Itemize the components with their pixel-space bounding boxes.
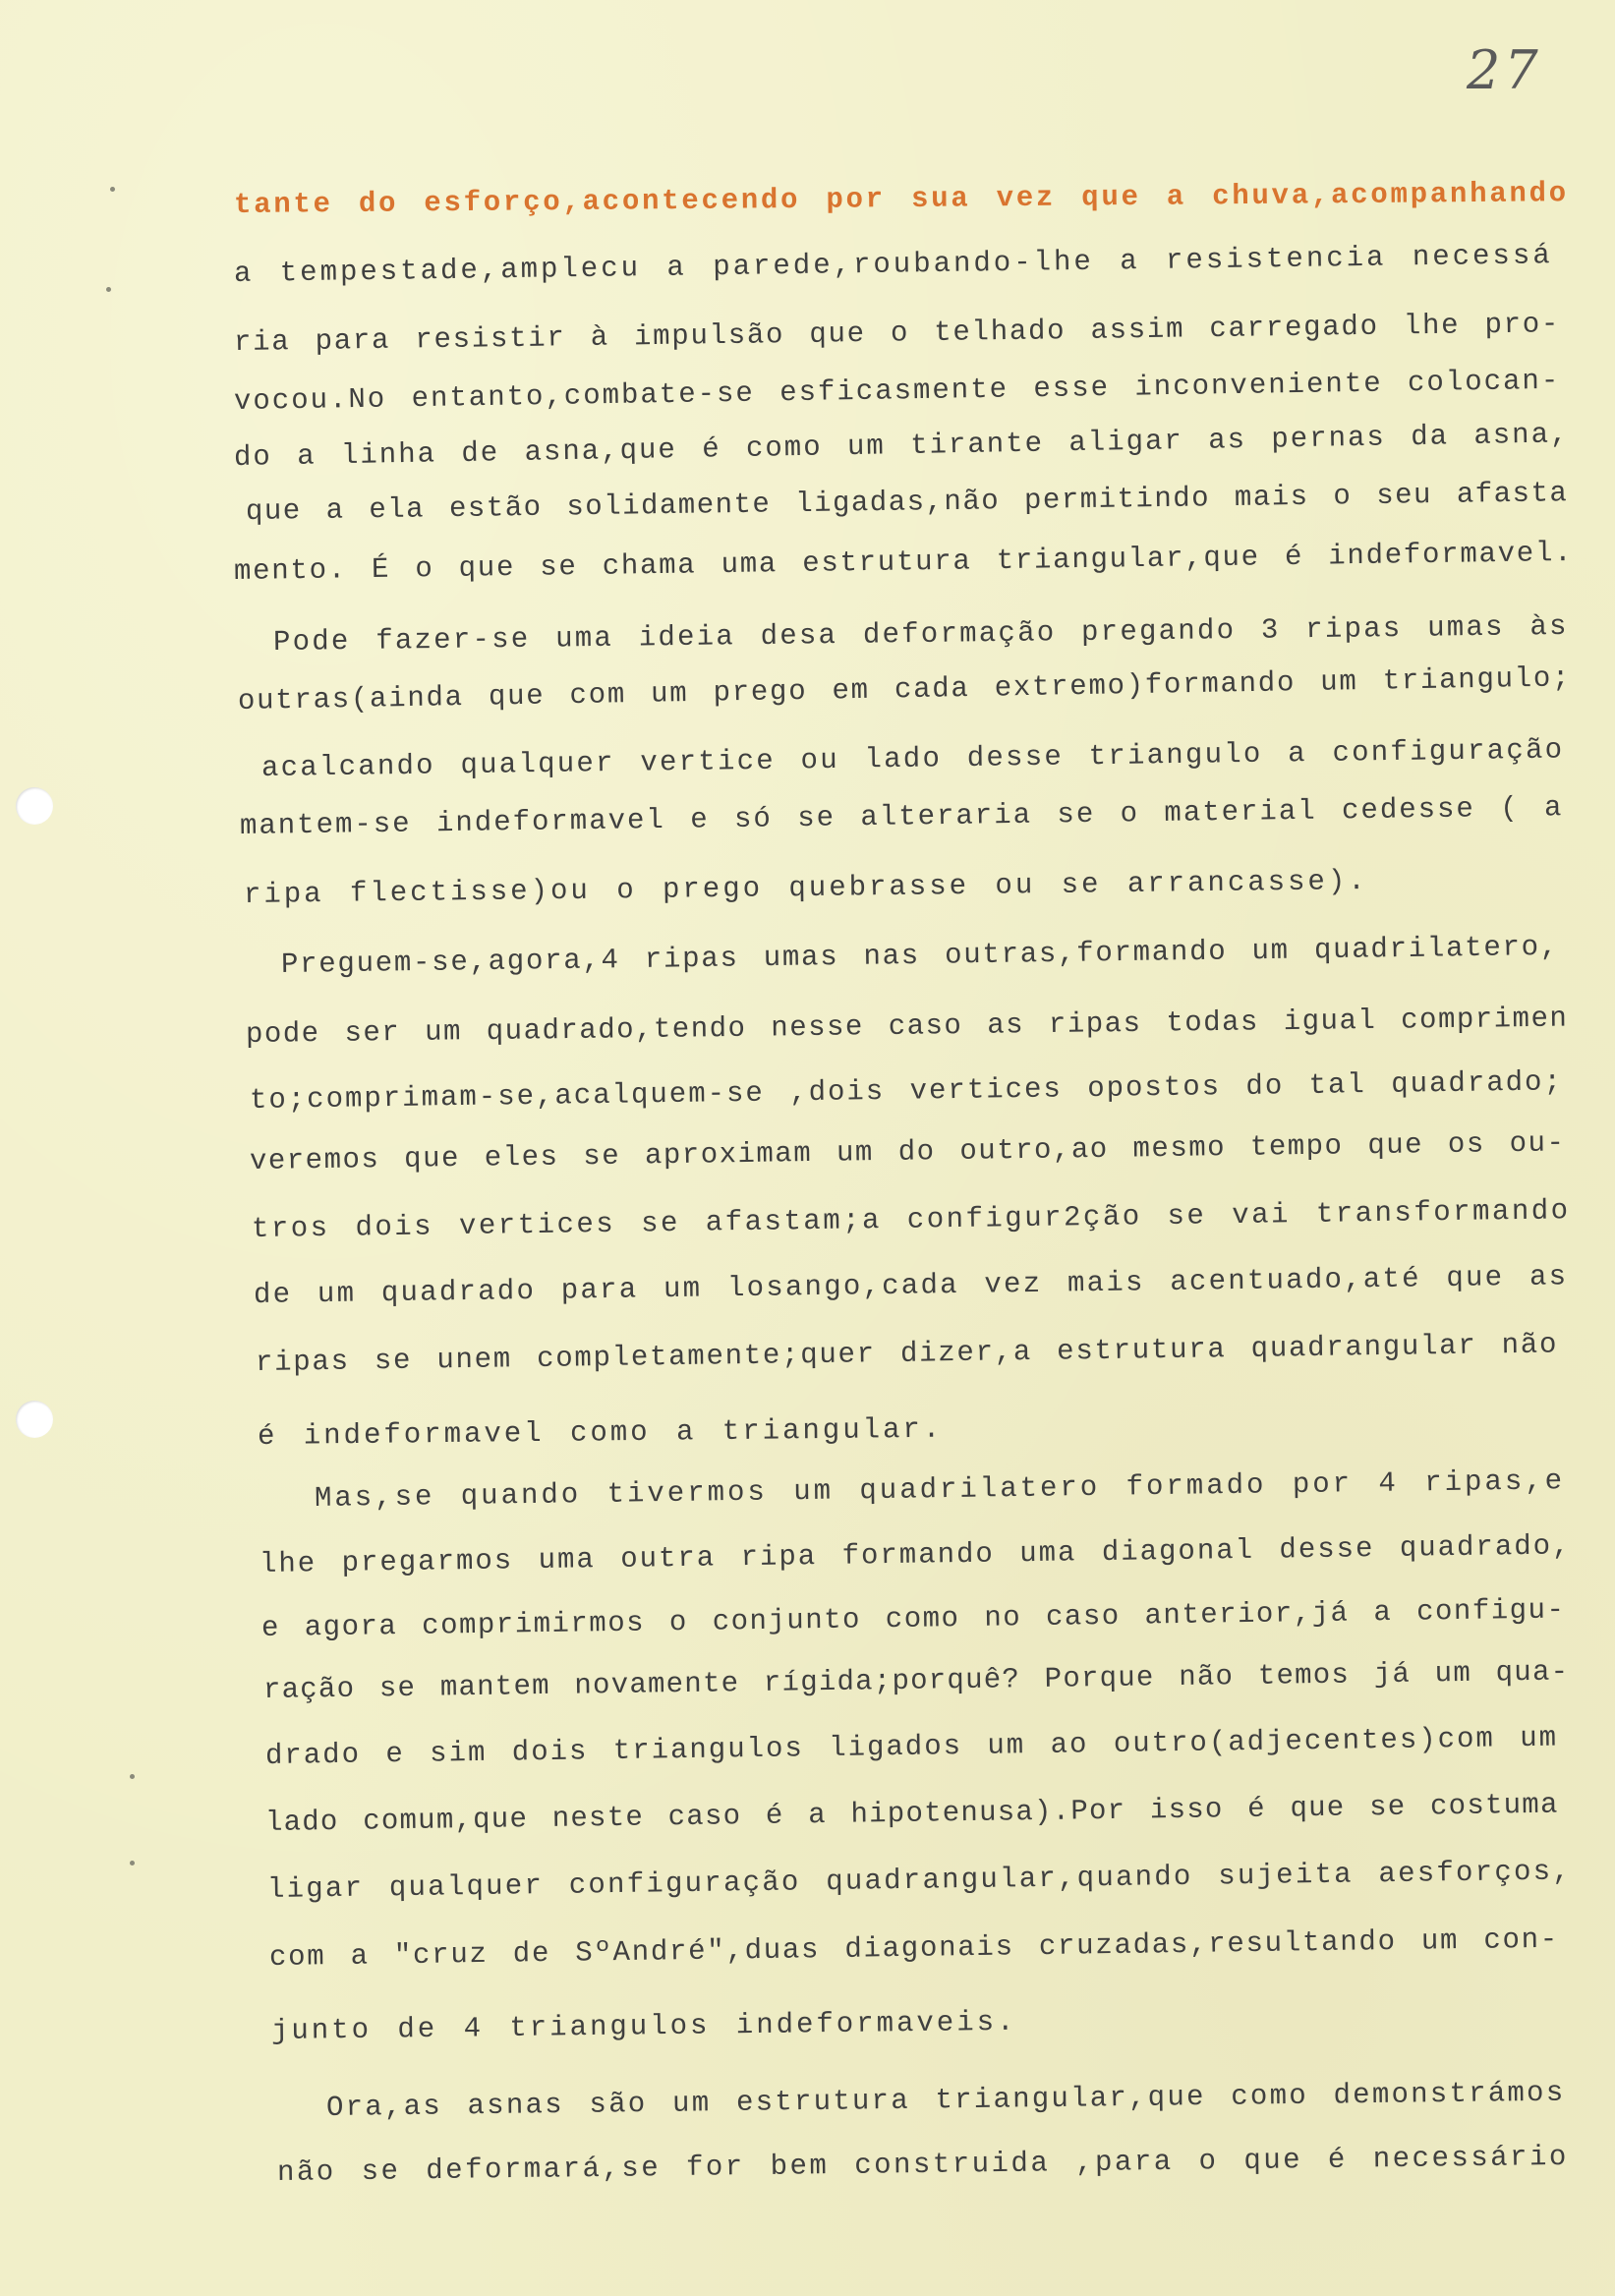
text-line: ripa flectisse)ou o prego quebrasse ou se arrancasse). (243, 865, 1368, 911)
text-line: ração se mantem novamente rígida;porquê? Porque não temos já um qua- (262, 1655, 1570, 1706)
text-line: lado comum,que neste caso é a hipotenusa).Por isso é que se costuma (264, 1788, 1559, 1839)
text-line: drado e sim dois triangulos ligados um ao outro(adjecentes)com um (264, 1721, 1559, 1772)
text-line: Pode fazer-se uma ideia desa deformação pregando 3 ripas umas às (272, 609, 1569, 659)
text-line: e agora comprimirmos o conjunto como no caso anterior,já a configu- (260, 1593, 1566, 1644)
text-line: ripas se unem completamente;quer dizer,a estrutura quadrangular não (255, 1328, 1559, 1379)
paper-speck (110, 187, 115, 192)
text-line: ligar qualquer configuração quadrangular,quando sujeita aesforços, (266, 1855, 1573, 1906)
text-line: outras(ainda que com um prego em cada extremo)formando um triangulo; (237, 661, 1572, 718)
text-line: não se deformará,se for bem construida ,para o que é necessário (276, 2140, 1569, 2189)
text-line: do a linha de asna,que é como um tirante aligar as pernas da asna, (233, 418, 1570, 474)
text-line: Ora,as asnas são um estrutura triangular,que como demonstrámos (325, 2076, 1566, 2124)
text-line: vocou.No entanto,combate-se esficasmente esse inconveniente colocan- (233, 364, 1561, 418)
text-line: tros dois vertices se afastam;a configur2ção se vai transformando (251, 1194, 1571, 1245)
text-line: pode ser um quadrado,tendo nesse caso as ripas todas igual comprimen (245, 1002, 1569, 1051)
page-number: 27 (1467, 39, 1542, 101)
text-line: mantem-se indeformavel e só se alteraria se o material cedesse ( a (239, 791, 1564, 842)
text-line: com a "cruz de SºAndré",duas diagonais cruzadas,resultando um con- (268, 1923, 1560, 1974)
binder-hole-top (16, 787, 53, 825)
text-line: Preguem-se,agora,4 ripas umas nas outras,formando um quadrilatero, (280, 930, 1560, 981)
paper-speck (106, 287, 111, 292)
text-line: é indeformavel como a triangular. (257, 1412, 944, 1453)
text-line: de um quadrado para um losango,cada vez mais acentuado,até que as (253, 1260, 1569, 1311)
text-line: veremos que eles se aproximam um do outro,ao mesmo tempo que os ou- (249, 1126, 1566, 1177)
paper-speck (130, 1774, 135, 1779)
text-line: lhe pregarmos uma outra ripa formando uma diagonal desse quadrado, (259, 1529, 1572, 1580)
text-line: to;comprimam-se,acalquem-se ,dois vertices opostos do tal quadrado; (249, 1065, 1564, 1117)
text-line: Mas,se quando tivermos um quadrilatero formado por 4 ripas,e (314, 1464, 1566, 1515)
text-line: junto de 4 triangulos indeformaveis. (270, 2005, 1017, 2047)
text-line: acalcando qualquer vertice ou lado desse triangulo a configuração (260, 733, 1565, 784)
binder-hole-bottom (16, 1401, 53, 1438)
text-line: mento. É o que se chama uma estrutura triangular,que é indeformavel. (233, 536, 1574, 588)
text-line: tante do esforço,acontecendo por sua vez que a chuva,acompanhando (233, 177, 1570, 221)
text-line: ria para resistir à impulsão que o telhado assim carregado lhe pro- (233, 308, 1561, 359)
paper-speck (130, 1861, 135, 1866)
text-line: que a ela estão solidamente ligadas,não permitindo mais o seu afasta (245, 477, 1569, 528)
text-line: a tempestade,amplecu a parede,roubando-lhe a resistencia necessá (233, 239, 1553, 290)
